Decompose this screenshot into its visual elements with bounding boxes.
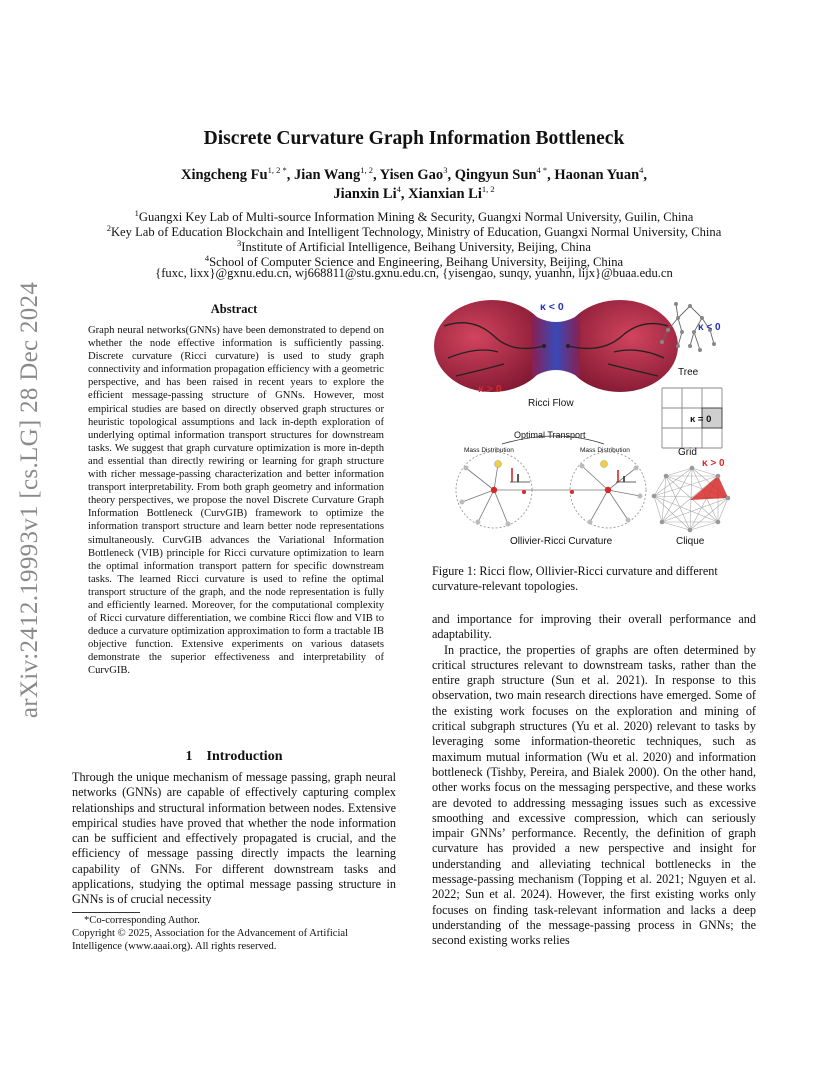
clique-kappa-label: κ > 0 [702,458,725,469]
author-name: Qingyun Sun [454,166,537,183]
tree-label: Tree [678,367,699,378]
paragraph: and importance for improving their overall performance and adaptability. [432,612,756,642]
author-name: Haonan Yuan [554,166,640,183]
footnote-rule [72,912,140,913]
right-column-body [432,612,756,949]
tree-kappa-label: κ < 0 [698,322,721,333]
introduction-body: Through the unique mechanism of message passing, graph neural networks (GNNs) are capable of effectively capturing complex relationships and structural information between nodes. Extensive empirical studies have proved that whether the node information can be sufficient and effectively propagated is crucial, and the efficiency of message passing directly impacts the learning capability of GNNs. For different downstream tasks and applications, studying the optimal message passing structure in GNNs is of crucial necessity [72,770,396,907]
author-emails [60,266,768,281]
author-sep: , [447,166,455,183]
grid-label: Grid [678,447,697,458]
affiliation-text: Guangxi Key Lab of Multi-source Information Mining & Security, Guangxi Normal University, Guilin, China [138,210,694,225]
affiliation-text: Institute of Artificial Intelligence, Beihang University, Beijing, China [241,240,591,255]
ricci-flow-label: Ricci Flow [528,398,574,409]
arxiv-stamp [10,240,50,760]
paragraph: In practice, the properties of graphs are often determined by critical structures relevant to downstream tasks, rather than the entire graph structure (Sun et al. 2021). In response to this observation, two main research directions have emerged. Some of the existing work focuses on the exploration and mining of critical subgraph structures (Yu et al. 2020) relevant to tasks by leveraging some information-theoretic techniques, such as maximum mutual information (Wu et al. 2020) and information bottleneck (Tishby, Pereira, and Bialek 2000). On the other hand, other works focus on the messaging perspective, and these works are devoted to addressing messaging issues such as excessive smoothing and excessive compression, which can seriously impair GNNs’ performance. Recently, the definition of graph curvature has provided a new perspective and insight for understanding and alleviating technical bottlenecks in the message-passing mechanism (Topping et al. 2021; Nguyen et al. 2022; Sun et al. 2024). However, the first existing works only focuses on finding task-relevant information and lacks a deep understanding of the message-passing process in GNNs; the second existing works relies [432,642,756,948]
clique-label: Clique [676,536,705,547]
author-affil-sup: 1, 2 [481,184,495,194]
author-name: Jianxin Li [333,185,397,202]
ollivier-ricci-label: Ollivier-Ricci Curvature [510,536,613,547]
section-number: 1 [185,749,193,764]
affiliation-sup: 4 [204,253,210,263]
author-affil-sup: 1, 2 * [267,165,287,175]
mass-distribution-label-2: Mass Distribution [580,447,630,454]
author-affil-sup: 4 [396,184,401,194]
emails-text: {fuxc, lixx}@gxnu.edu.cn, wj668811@stu.gxnu.edu.cn, {yisengao, sunqy, yuanhn, lijx}@buaa.edu.cn [155,266,673,280]
affiliation-sup: 2 [106,223,111,233]
affiliation-sup: 3 [237,238,242,248]
author-list-line-2 [60,184,768,203]
author-affil-sup: 4 * [536,165,548,175]
optimal-transport-label: Optimal Transport [514,430,586,440]
author-sep: , [372,166,380,183]
author-sep: , [643,166,648,183]
author-affil-sup: 1, 2 [360,165,373,175]
affiliation-sup: 1 [134,208,139,218]
mass-distribution-label-1: Mass Distribution [464,447,514,454]
arxiv-stamp-text: arXiv:2412.19993v1 [cs.LG] 28 Dec 2024 [16,281,43,719]
copyright-note: Copyright © 2025, Association for the Advancement of Artificial Intelligence (www.aaai.org). All rights reserved. [72,928,349,952]
paper-title: Discrete Curvature Graph Information Bottleneck [203,128,625,149]
corresponding-author-note: *Co-corresponding Author. [84,915,200,926]
author-affil-sup: 3 [443,165,448,175]
figure-caption: Figure 1: Ricci flow, Ollivier-Ricci curvature and different curvature-relevant topologies. [432,564,718,594]
ricci-flow-manifold [434,300,678,392]
author-list-line-1 [60,165,768,184]
affiliation-text: Key Lab of Education Blockchain and Intelligent Technology, Ministry of Education, Guangxi Normal University, China [110,225,722,240]
author-sep: , [286,166,294,183]
ollivier-ricci-diagram [456,452,646,528]
abstract-heading: Abstract [210,302,258,316]
footnote [72,914,396,953]
affiliation-text: School of Computer Science and Engineering, Beihang University, Beijing, China [209,255,624,270]
author-name: Xingcheng Fu [180,166,268,183]
grid-kappa-label: κ = 0 [690,414,712,425]
kappa-negative-label: κ < 0 [540,301,564,313]
author-affil-sup: 4 [639,165,644,175]
author-sep: , [547,166,555,183]
kappa-positive-label: κ > 0 [478,383,502,395]
section-heading-introduction [72,749,396,765]
abstract-body: Graph neural networks(GNNs) have been demonstrated to depend on whether the node effective information is sufficiently passing. Discrete curvature (Ricci curvature) is used to study graph connectivity and information propagation efficiency with a geometric perspective, and has been raised in recent years to explore the efficient message-passing structure of GNNs. However, most empirical studies are based on directly observed graph structures or heuristic topological assumptions and lack in-depth exploration of underlying optimal information transport structures for downstream tasks. We suggest that graph curvature optimization is more in-depth and essential than directly rewiring or learning for graph structure with richer message-passing characterization and better information transport interpretability. From both graph geometry and information theory perspectives, we propose the novel Discrete Curvature Graph Information Bottleneck (CurvGIB) framework to optimize the information transport structure and learn better node representations simultaneously. CurvGIB advances the Variational Information Bottleneck (VIB) principle for Ricci curvature optimization to learn the optimal information transport pattern for specific downstream tasks. The learned Ricci curvature is used to refine the optimal transport structure of the graph, and the node representation is fully and efficiently learned. Moreover, for the computational complexity of Ricci curvature differentiation, we combine Ricci flow and VIB to deduce a curvature optimization approximation to form a tractable IB objective function. Extensive experiments on various datasets demonstrate the superior effectiveness and interpretability of CurvGIB. [88,325,384,677]
section-title: Introduction [206,749,283,764]
clique-highlight-triangle [690,476,728,500]
author-name: Yisen Gao [379,166,444,183]
author-name: Jian Wang [293,166,361,183]
figure-1 [432,296,762,552]
author-name: Xianxian Li [408,185,482,202]
author-sep: , [400,185,409,202]
